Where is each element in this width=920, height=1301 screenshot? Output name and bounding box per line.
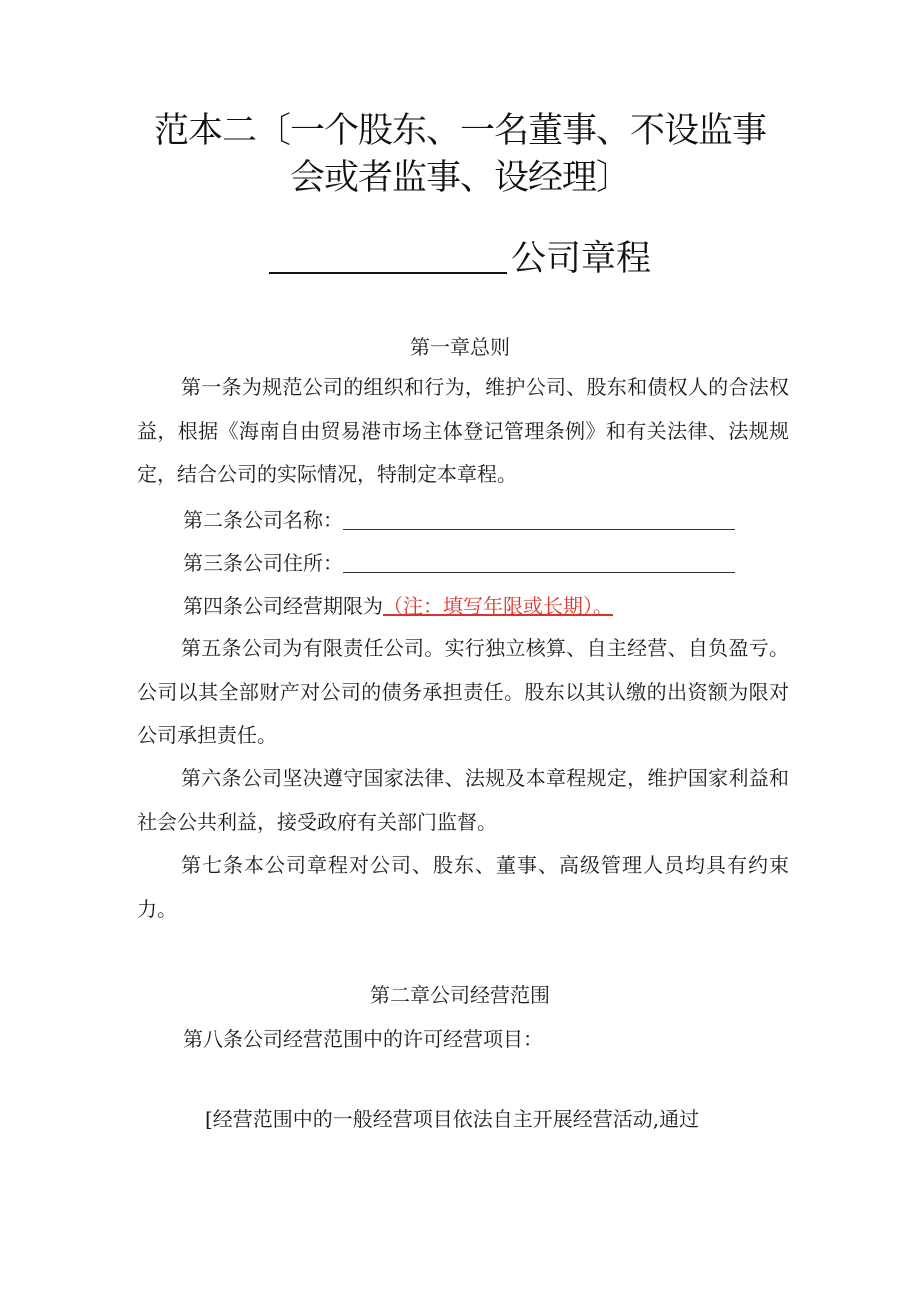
company-charter-title xyxy=(100,238,820,280)
article-4-end: 。 xyxy=(593,594,613,618)
document-title-line-2: 会或者监事、设经理〕 xyxy=(289,158,630,198)
article-2 xyxy=(183,505,735,535)
article-8: 第八条公司经营范围中的许可经营项目： xyxy=(183,1027,543,1051)
article-6: 第六条公司坚决遵守国家法律、法规及本章程规定，维护国家利益和社会公共利益，接受政府有关部门监督。 xyxy=(137,766,789,834)
company-name-field[interactable] xyxy=(343,509,735,530)
business-scope-note: [经营范围中的一般经营项目依法自主开展经营活动,通过 xyxy=(205,1107,700,1131)
article-5: 第五条公司为有限责任公司。实行独立核算、自主经营、自负盈亏。公司以其全部财产对公司的债务承担责任。股东以其认缴的出资额为限对公司承担责任。 xyxy=(137,636,789,747)
article-2-label: 第二条公司名称： xyxy=(183,508,343,532)
article-7: 第七条本公司章程对公司、股东、董事、高级管理人员均具有约束力。 xyxy=(137,853,789,921)
chapter-2-heading: 第二章公司经营范围 xyxy=(370,983,550,1007)
chapter-1-heading: 第一章总则 xyxy=(410,335,510,359)
article-4 xyxy=(183,591,613,621)
company-address-field[interactable] xyxy=(343,552,735,573)
document-title-line-1: 范本二〔一个股东、一名董事、不设监事 xyxy=(153,111,766,151)
article-4-note: （注：填写年限或长期） xyxy=(383,594,593,618)
article-3 xyxy=(183,548,735,578)
article-4-label: 第四条公司经营期限为 xyxy=(183,594,383,618)
article-1: 第一条为规范公司的组织和行为，维护公司、股东和债权人的合法权益，根据《海南自由贸易港市场主体登记管理条例》和有关法律、法规规定，结合公司的实际情况，特制定本章程。 xyxy=(137,375,789,486)
article-3-label: 第三条公司住所： xyxy=(183,551,343,575)
company-charter-suffix: 公司章程 xyxy=(510,239,651,279)
company-name-blank[interactable] xyxy=(269,242,507,274)
